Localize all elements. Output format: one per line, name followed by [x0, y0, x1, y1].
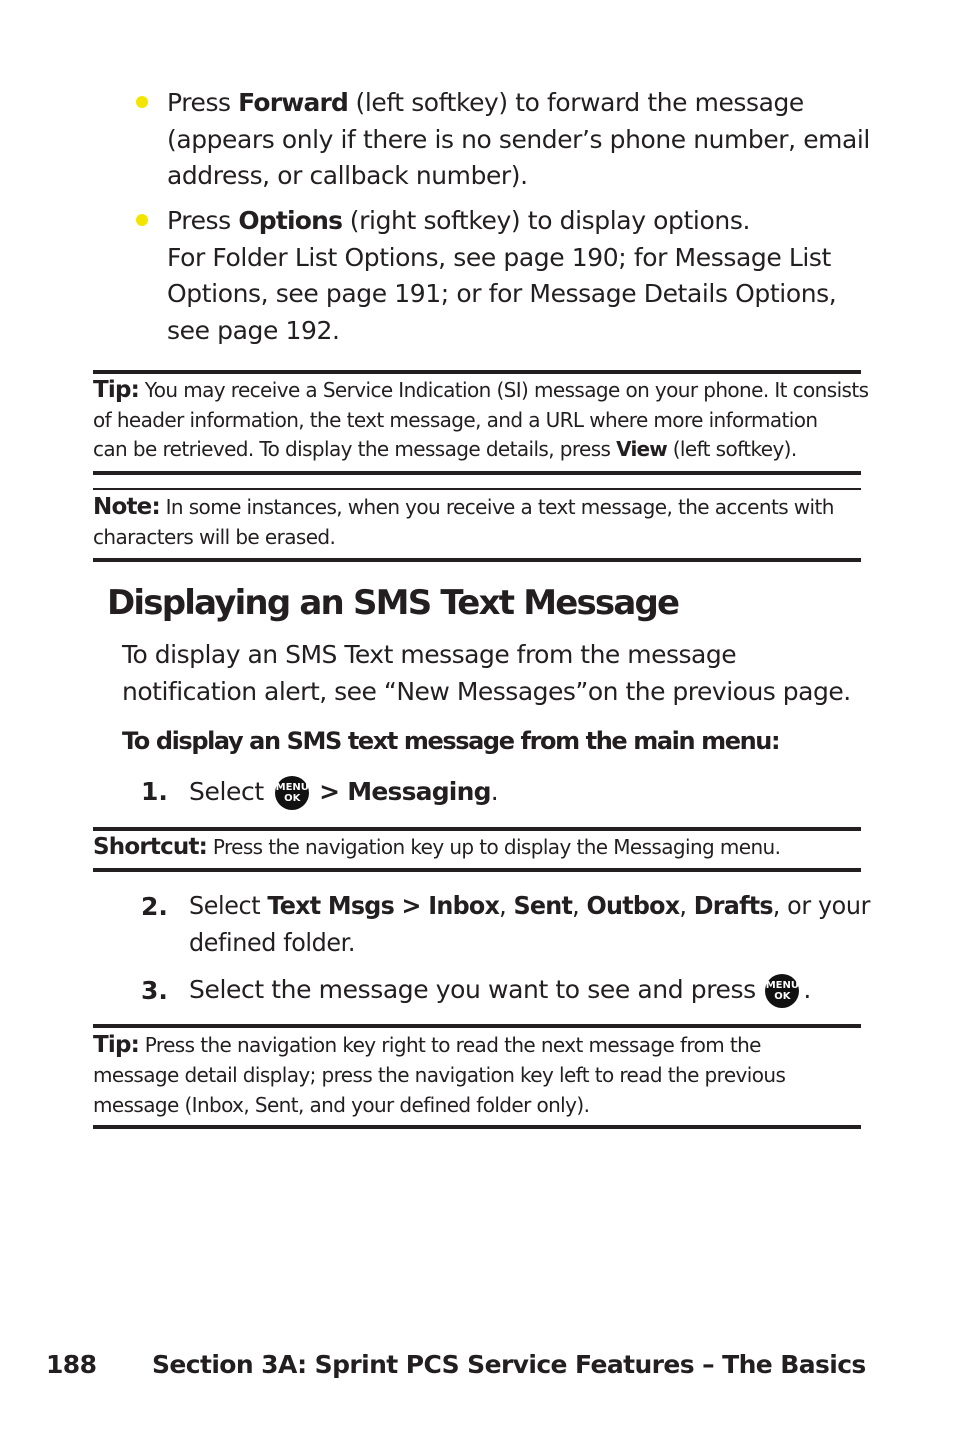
divider-rule — [93, 471, 861, 475]
note-box — [93, 493, 834, 552]
tip-label: Tip: — [93, 377, 140, 403]
tip-line: of header information, the text message, and a URL where more information — [93, 407, 818, 432]
shortcut-box — [93, 833, 780, 863]
divider-rule — [93, 370, 861, 374]
bullet-line: see page 192. — [167, 315, 340, 345]
text: Select the message you want to see and press — [189, 975, 764, 1004]
icon-text: OK — [774, 991, 791, 1002]
text: (right softkey) to display options. — [342, 206, 750, 235]
icon-text: OK — [284, 793, 301, 804]
text: Press — [167, 206, 239, 235]
text: , — [679, 891, 694, 920]
tip-label: Tip: — [93, 1032, 140, 1058]
bullet-line: (appears only if there is no sender’s phone number, email — [167, 124, 870, 154]
bullet-dot — [136, 214, 148, 226]
menu-ok-key-icon — [275, 776, 309, 810]
shortcut-label: Shortcut: — [93, 834, 208, 860]
options-softkey-label: Options — [238, 206, 343, 235]
divider-rule — [93, 488, 861, 490]
divider-rule — [93, 558, 861, 562]
text: can be retrieved. To display the message details, press — [93, 437, 617, 461]
bullet-line: Options, see page 191; or for Message Details Options, — [167, 279, 837, 308]
step-line — [189, 888, 870, 925]
text: You may receive a Service Indication (SI) message on your phone. It consists — [139, 378, 869, 402]
text: In some instances, when you receive a text message, the accents with — [159, 495, 834, 519]
tip-box — [93, 1030, 785, 1120]
text: . — [803, 975, 811, 1004]
step-number: 3. — [141, 976, 168, 1005]
text: Press the navigation key right to read the next message from the — [139, 1033, 761, 1057]
forward-softkey-label: Forward — [238, 88, 349, 117]
text: , — [499, 891, 514, 920]
divider-rule — [93, 868, 861, 872]
messaging-menu-label: Messaging — [347, 777, 491, 806]
text: (left softkey) to forward the message — [348, 88, 804, 117]
text: Press — [167, 88, 239, 117]
menu-ok-key-icon — [765, 974, 799, 1008]
note-line — [93, 493, 834, 523]
tip-line — [93, 435, 868, 465]
tip-line: message detail display; press the navigation key left to read the previous — [93, 1063, 786, 1087]
text: Select — [189, 891, 268, 920]
note-line: characters will be erased. — [93, 524, 336, 549]
tip-box — [93, 376, 868, 465]
step-number: 1. — [141, 777, 168, 806]
bullet-dot — [136, 96, 148, 108]
text: , — [572, 891, 587, 920]
step-line: defined folder. — [189, 927, 356, 957]
section-intro — [122, 637, 851, 710]
bullet-line: For Folder List Options, see page 190; for Message List — [167, 242, 831, 272]
note-label: Note: — [93, 494, 160, 520]
bullet-forward — [167, 85, 870, 195]
procedure-subhead: To display an SMS text message from the main menu: — [122, 727, 780, 755]
tip-line — [93, 1030, 785, 1060]
step-number: 2. — [141, 892, 168, 921]
intro-line: notification alert, see “New Messages”on the previous page. — [122, 676, 851, 706]
text: , or your — [772, 891, 871, 920]
menu-separator: > — [311, 777, 348, 806]
step-3 — [189, 972, 811, 1009]
text: Select — [189, 777, 272, 806]
drafts-menu-label: Drafts — [693, 891, 773, 920]
step-1 — [189, 774, 498, 811]
step-2 — [189, 888, 870, 961]
section-footer-title: Section 3A: Sprint PCS Service Features – The Basics — [152, 1350, 866, 1379]
inbox-menu-label: Text Msgs > Inbox — [267, 891, 500, 920]
divider-rule — [93, 827, 861, 831]
bullet-line: address, or callback number). — [167, 161, 528, 190]
bullet-line — [167, 85, 870, 122]
icon-text: MENU — [765, 980, 799, 991]
view-softkey-label: View — [616, 437, 667, 461]
text: . — [490, 777, 499, 806]
sent-menu-label: Sent — [513, 891, 573, 920]
divider-rule — [93, 1125, 861, 1129]
tip-line — [93, 376, 868, 406]
intro-line: To display an SMS Text message from the message — [122, 640, 737, 669]
tip-line: message (Inbox, Sent, and your defined folder only). — [93, 1093, 590, 1117]
section-heading: Displaying an SMS Text Message — [107, 583, 679, 623]
text: (left softkey). — [666, 437, 797, 461]
outbox-menu-label: Outbox — [586, 891, 680, 920]
page-number: 188 — [46, 1350, 97, 1379]
icon-text: MENU — [275, 782, 309, 793]
divider-rule — [93, 1024, 861, 1028]
text: Press the navigation key up to display the Messaging menu. — [207, 835, 781, 859]
bullet-line — [167, 203, 836, 240]
bullet-options — [167, 203, 836, 349]
